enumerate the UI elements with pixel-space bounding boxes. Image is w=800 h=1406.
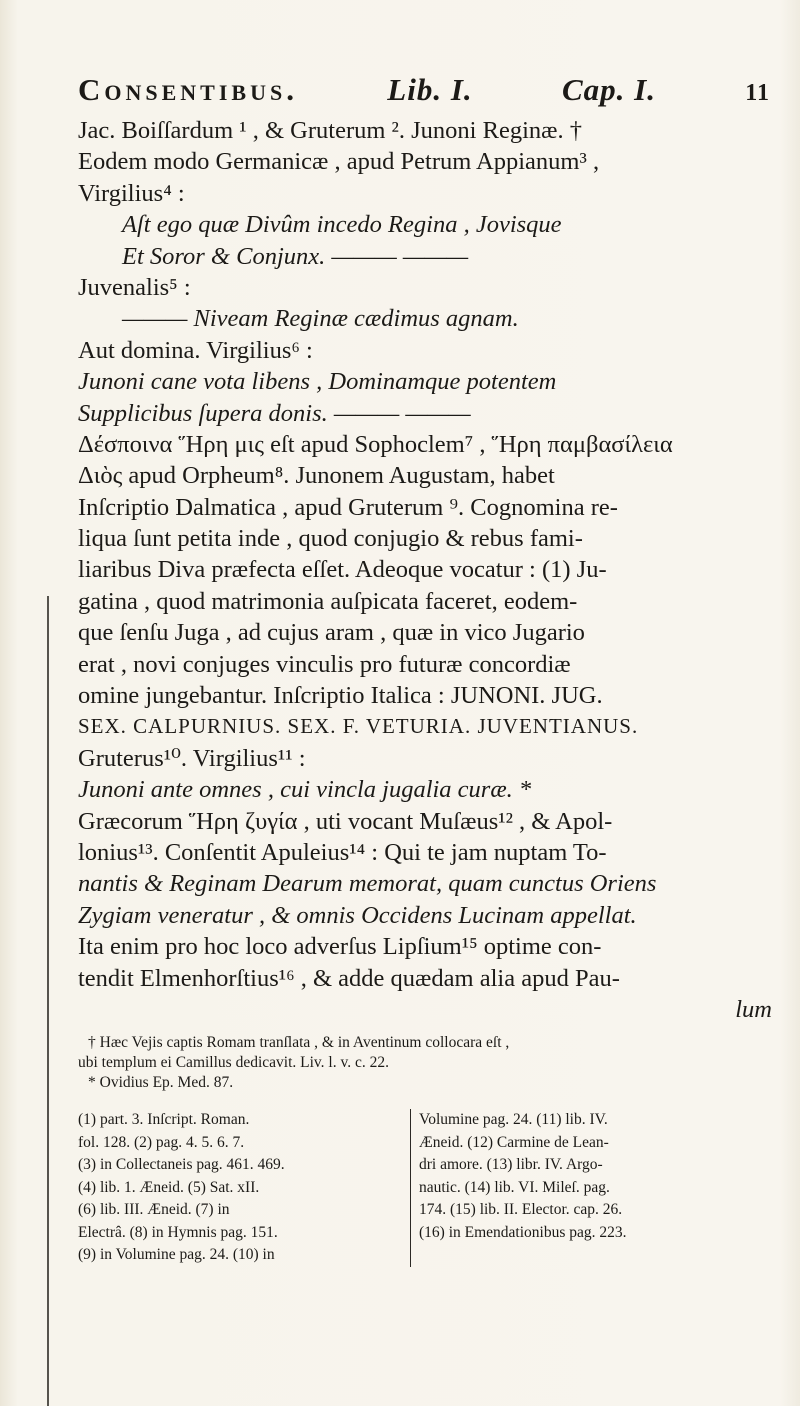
text-line: liqua ſunt petita inde , quod conjugio & rebus fami-: [78, 525, 583, 553]
verse-line: Et Soror & Conjunx. ——— ———: [122, 242, 469, 270]
text-line: que ſenſu Juga , ad cujus aram , quæ in vico Jugario: [78, 619, 585, 647]
running-head-book: Lib. I.: [387, 72, 473, 107]
text-line: Ita enim pro hoc loco adverſus Lipſium¹⁵ optime con-: [78, 933, 602, 961]
reference-notes: [78, 1109, 778, 1267]
reference-line: (4) lib. 1. Æneid. (5) Sat. xII.: [78, 1178, 260, 1196]
reference-line: Volumine pag. 24. (11) lib. IV.: [419, 1111, 608, 1129]
text-line: Virgilius⁴ :: [78, 179, 185, 207]
text-line: Græcorum Ἥρη ζυγία , uti vocant Muſæus¹² , & Apol-: [78, 807, 613, 835]
running-head: [78, 72, 778, 111]
reference-line: (3) in Collectaneis pag. 461. 469.: [78, 1156, 285, 1174]
page-number: 11: [745, 80, 770, 106]
reference-line: Electrâ. (8) in Hymnis pag. 151.: [78, 1223, 278, 1241]
reference-line: 174. (15) lib. II. Elector. cap. 26.: [419, 1201, 623, 1219]
text-line: gatina , quod matrimonia auſpicata faceret, eodem-: [78, 587, 578, 615]
verse-line: Junoni cane vota libens , Dominamque potentem: [78, 368, 557, 396]
quote-line: Zygiam veneratur , & omnis Occidens Lucinam appellat.: [78, 901, 637, 929]
reference-line: Æneid. (12) Carmine de Lean-: [419, 1133, 609, 1151]
reference-line: (6) lib. III. Æneid. (7) in: [78, 1201, 230, 1219]
text-line: Eodem modo Germanicæ , apud Petrum Appianum³ ,: [78, 148, 600, 176]
reference-line: (1) part. 3. Inſcript. Roman.: [78, 1111, 250, 1129]
verse-line: Supplicibus ſupera donis. ——— ———: [78, 399, 471, 427]
text-line: Gruterus¹⁰. Virgilius¹¹ :: [78, 744, 306, 772]
running-head-title: Consentibus.: [78, 72, 298, 107]
verse-line: Aſt ego quæ Divûm incedo Regina , Jovisque: [122, 211, 562, 239]
reference-column-left: [78, 1109, 411, 1267]
text-line: Juvenalis⁵ :: [78, 273, 191, 301]
text-line: Διὸς apud Orpheum⁸. Junonem Augustam, habet: [78, 462, 555, 490]
quote-line: nantis & Reginam Dearum memorat, quam cunctus Oriens: [78, 870, 657, 898]
text-line: Inſcriptio Dalmatica , apud Gruterum ⁹. Cognomina re-: [78, 493, 618, 521]
reference-line: fol. 128. (2) pag. 4. 5. 6. 7.: [78, 1133, 245, 1151]
text-line: Aut domina. Virgilius⁶ :: [78, 336, 313, 364]
reference-line: (9) in Volumine pag. 24. (10) in: [78, 1246, 275, 1264]
reference-line: dri amore. (13) libr. IV. Argo-: [419, 1156, 603, 1174]
reference-line: (16) in Emendationibus pag. 223.: [419, 1223, 627, 1241]
text-line: tendit Elmenhorſtius¹⁶ , & adde quædam alia apud Pau-: [78, 964, 620, 992]
footnote-line: * Ovidius Ep. Med. 87.: [88, 1074, 234, 1092]
text-line: erat , novi conjuges vinculis pro futuræ concordiæ: [78, 650, 571, 678]
verse-line: Junoni ante omnes , cui vincla jugalia curæ. *: [78, 776, 532, 804]
page-content: [78, 72, 778, 1267]
text-line: liaribus Diva præfecta eſſet. Adeoque vocatur : (1) Ju-: [78, 556, 607, 584]
catchword: lum: [735, 995, 772, 1023]
reference-column-right: [411, 1109, 627, 1267]
verse-line: ——— Niveam Reginæ cædimus agnam.: [122, 305, 519, 333]
footnote-line: ubi templum ei Camillus dedicavit. Liv. l. v. c. 22.: [78, 1054, 389, 1072]
reference-line: nautic. (14) lib. VI. Mileſ. pag.: [419, 1178, 610, 1196]
text-line: Δέσποινα Ἥρη μις eſt apud Sophoclem⁷ , Ἥρη παμβασίλεια: [78, 430, 673, 458]
footnotes: [78, 1033, 778, 1093]
inscription-line: SEX. CALPURNIUS. SEX. F. VETURIA. JUVENTIANUS.: [78, 714, 639, 739]
text-line: Jac. Boiſſardum ¹ , & Gruterum ². Junoni Reginæ. †: [78, 117, 582, 144]
text-line: omine jungebantur. Inſcriptio Italica : JUNONI. JUG.: [78, 682, 603, 710]
page-edge-rule: [47, 596, 49, 1406]
text-line: lonius¹³. Conſentit Apuleius¹⁴ : Qui te jam nuptam To-: [78, 838, 607, 866]
main-text: [78, 115, 778, 1025]
footnote-line: † Hæc Vejis captis Romam tranſlata , & in Aventinum collocara eſt ,: [88, 1034, 510, 1052]
running-head-chapter: Cap. I.: [561, 72, 656, 107]
